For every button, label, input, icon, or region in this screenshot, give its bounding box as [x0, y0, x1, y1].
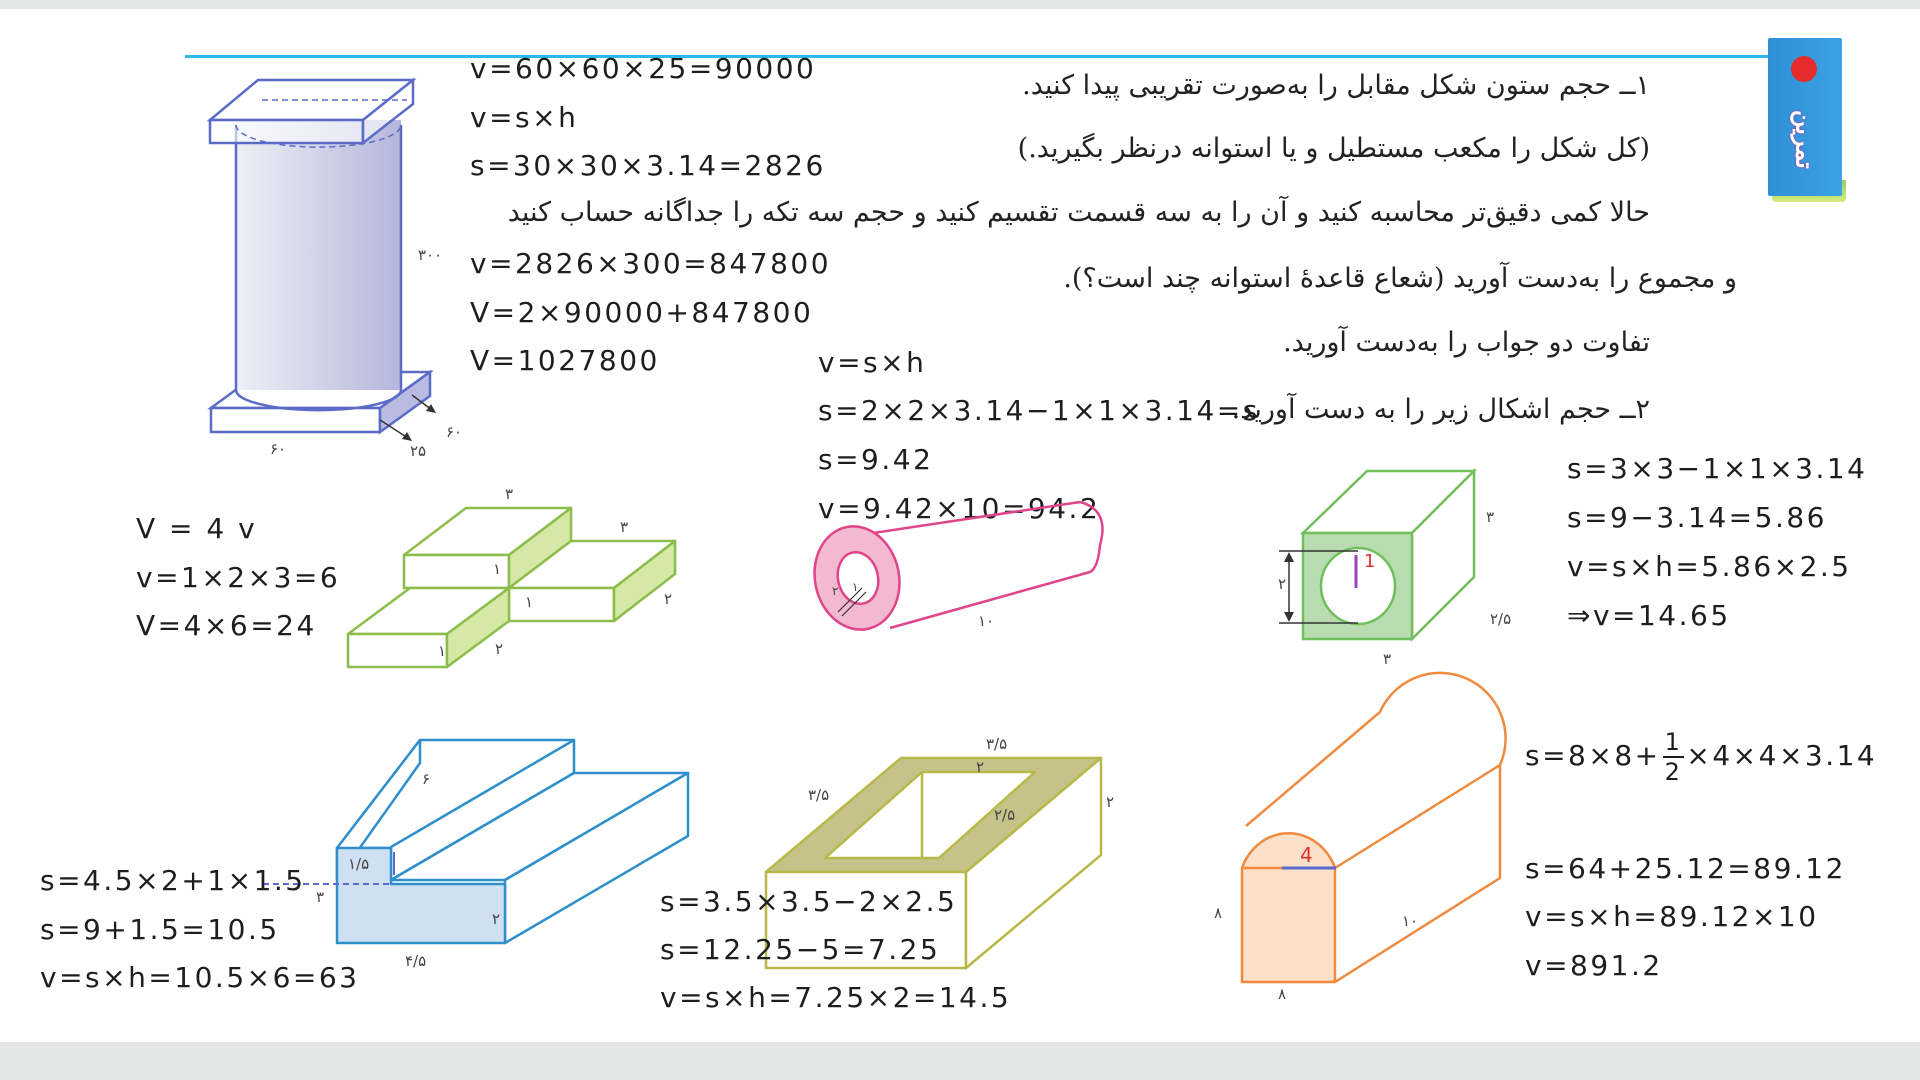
arch-length-label: ۱۰ [1402, 912, 1419, 930]
section-tab-label: تمرین [1790, 109, 1820, 169]
blocks-h3-label: ۱ [438, 642, 447, 660]
blocks-solution-3: V=4×6=24 [136, 609, 317, 642]
step-width-label: ۴/۵ [405, 952, 427, 970]
frame-outer-left-label: ۳/۵ [808, 786, 830, 804]
frame-solution-1: s=3.5×3.5−2×2.5 [660, 885, 958, 918]
blocks-d2-label: ۲ [495, 640, 504, 658]
cyl-inner-label: ۱ [852, 580, 859, 594]
step-length-label: ۶ [422, 770, 431, 788]
step-lower-label: ۲ [492, 910, 501, 928]
fraction-half: $\frac{1}{2}$ [1664, 728, 1683, 786]
box-solution-1: s=3×3−1×1×3.14 [1567, 452, 1868, 485]
arch-solution-3: v=s×h=89.12×10 [1525, 900, 1819, 933]
arch-width-label: ۸ [1278, 985, 1287, 1003]
arch-radius-mark: 4 [1300, 843, 1313, 867]
ex1-line-4: و مجموع را به‌دست آورید (شعاع قاعدهٔ استوانه چند است؟). [1063, 263, 1737, 294]
step-step-label: ۱/۵ [348, 855, 370, 873]
ex1-solution-2: v=s×h [470, 101, 579, 134]
ex1-line-3: حالا کمی دقیق‌تر محاسبه کنید و آن را به سه قسمت تقسیم کنید و حجم سه تکه را جداگانه حساب کنید [507, 197, 1650, 228]
frame-inner-side-label: ۲/۵ [994, 806, 1016, 824]
frame-solution-2: s=12.25−5=7.25 [660, 933, 941, 966]
cyl-length-label: ۱۰ [978, 612, 995, 630]
box-depth-label: ۲/۵ [1490, 610, 1512, 628]
cyl-solution-1: v=s×h [818, 346, 927, 379]
box-solution-2: s=9−3.14=5.86 [1567, 501, 1827, 534]
blocks-d1-label: ۲ [664, 590, 673, 608]
arch-solution-2: s=64+25.12=89.12 [1525, 852, 1846, 885]
box-height-label: ۳ [1486, 508, 1495, 526]
ex1-solution-6: V=1027800 [470, 344, 660, 377]
ex1-solution-1: v=60×60×25=90000 [470, 52, 817, 85]
blocks-top1-label: ۳ [505, 485, 514, 503]
column-base-depth-label: ۶۰ [446, 423, 463, 441]
cyl-solution-4: v=9.42×10=94.2 [818, 492, 1101, 525]
ex1-solution-4: v=2826×300=847800 [470, 247, 832, 280]
cyl-solution-2: s=2×2×3.14−1×1×3.14=s [818, 394, 1260, 427]
column-base-thickness-label: ۲۵ [410, 442, 427, 460]
ex1-solution-3: s=30×30×3.14=2826 [470, 149, 826, 182]
ex1-line-2: (کل شکل را مکعب مستطیل و یا استوانه درنظر بگیرید.) [1017, 133, 1650, 164]
ex1-line-1: ۱ــ حجم ستون شکل مقابل را به‌صورت تقریبی پیدا کنید. [1022, 70, 1650, 101]
column-height-label: ۳۰۰ [418, 246, 443, 264]
box-width-label: ۳ [1383, 650, 1392, 668]
blocks-top2-label: ۳ [620, 518, 629, 536]
cyl-solution-3: s=9.42 [818, 443, 934, 476]
ex1-line-5: تفاوت دو جواب را به‌دست آورید. [1283, 327, 1650, 358]
cyl-outer-label: ۲ [832, 584, 839, 598]
step-solution-1: s=4.5×2+1×1.5 [40, 864, 306, 897]
frame-height-label: ۲ [1106, 793, 1115, 811]
step-solution-2: s=9+1.5=10.5 [40, 913, 280, 946]
frame-solution-3: v=s×h=7.25×2=14.5 [660, 981, 1012, 1014]
step-solution-3: v=s×h=10.5×6=63 [40, 961, 360, 994]
column-base-width-label: ۶۰ [270, 440, 287, 458]
arch-height-label: ۸ [1214, 904, 1223, 922]
blocks-solution-1: V = 4 v [136, 512, 258, 545]
hole-radius-mark: 1 [1364, 551, 1376, 572]
box-solution-3: v=s×h=5.86×2.5 [1567, 550, 1852, 583]
blocks-solution-2: v=1×2×3=6 [136, 561, 341, 594]
frame-outer-top-label: ۳/۵ [986, 735, 1008, 753]
blocks-h1-label: ۱ [493, 560, 502, 578]
hole-diameter-label: ۲ [1278, 575, 1287, 593]
ex2-prompt: ۲ــ حجم اشکال زیر را به دست آورید. [1231, 394, 1650, 425]
ex1-solution-5: V=2×90000+847800 [470, 296, 814, 329]
arch-solution-1: s=8×8+ $\frac{1}{2}$ ×4×4×3.14 [1525, 728, 1878, 786]
box-solution-4: ⇒v=14.65 [1567, 599, 1731, 632]
blocks-h2-label: ۱ [525, 593, 534, 611]
step-height-label: ۳ [316, 888, 325, 906]
arch-solution-4: v=891.2 [1525, 949, 1663, 982]
frame-inner-top-label: ۲ [976, 758, 985, 776]
